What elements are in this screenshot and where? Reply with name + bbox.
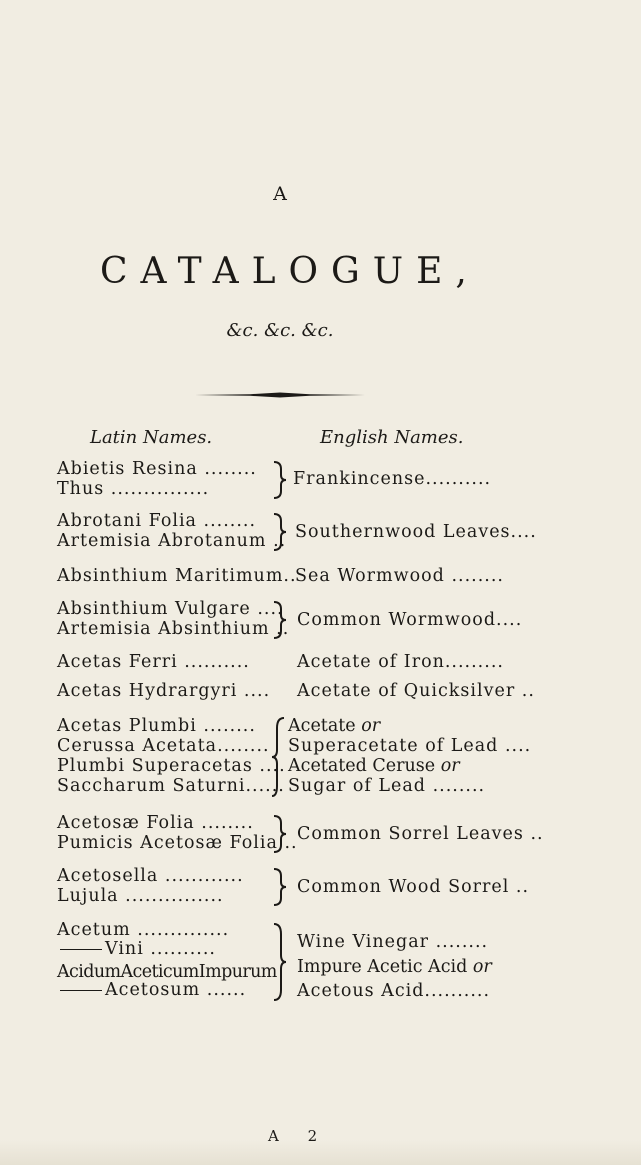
english-name: Sugar of Lead ........ [288, 776, 486, 796]
latin-name: Pumicis Acetosæ Folia .. [57, 833, 298, 853]
english-name: Acetate of Iron......... [297, 652, 504, 672]
english-names-heading: English Names. [320, 427, 464, 448]
right-brace [272, 922, 288, 1002]
latin-name: Absinthium Maritimum.. [57, 566, 297, 586]
right-brace [271, 814, 287, 854]
latin-name: Lujula ............... [57, 886, 224, 906]
catalogue-title: CATALOGUE, [100, 251, 480, 292]
ditto-dash [60, 990, 102, 991]
right-brace [271, 460, 287, 500]
latin-name: Vini .......... [105, 939, 216, 959]
right-brace [271, 867, 287, 907]
english-name: Southernwood Leaves.... [295, 522, 537, 542]
latin-name: Thus ............... [57, 479, 210, 499]
latin-name: Acetas Ferri .......... [57, 652, 250, 672]
english-name: Common Wood Sorrel .. [297, 877, 530, 897]
english-name: Wine Vinegar ........ [297, 932, 489, 952]
english-name: Acetated Ceruse or [288, 756, 460, 776]
latin-name: Acetosæ Folia ........ [57, 813, 254, 833]
english-name: Impure Acetic Acid or [297, 957, 492, 977]
latin-name: Abietis Resina ........ [57, 459, 257, 479]
latin-name: Abrotani Folia ........ [57, 511, 257, 531]
signature-mark: A 2 [268, 1127, 330, 1145]
ornamental-rule [195, 392, 365, 398]
latin-name: Acetosum ...... [105, 980, 247, 1000]
right-brace [271, 512, 287, 552]
english-name: Acetate of Quicksilver .. [297, 681, 535, 701]
latin-name: Absinthium Vulgare .... [57, 599, 284, 619]
latin-name: Plumbi Superacetas .... [57, 756, 286, 776]
latin-name: Cerussa Acetata........ [57, 736, 270, 756]
left-brace [270, 716, 286, 798]
latin-name: Artemisia Absinthium .. [57, 619, 290, 639]
header-letter: A [273, 183, 287, 205]
latin-name: Acetosella ............ [57, 866, 244, 886]
latin-name: Saccharum Saturni...... [57, 776, 285, 796]
latin-name: Acetas Hydrargyri .... [57, 681, 271, 701]
english-name: Acetate or [288, 716, 381, 736]
ditto-dash [60, 949, 102, 950]
right-brace [271, 600, 287, 640]
english-name: Common Wormwood.... [297, 610, 523, 630]
english-name: Sea Wormwood ........ [295, 566, 504, 586]
english-name: Acetous Acid.......... [297, 981, 491, 1001]
english-name: Frankincense.......... [293, 469, 492, 489]
english-name: Superacetate of Lead .... [288, 736, 532, 756]
latin-name: Artemisia Abrotanum .. [57, 531, 287, 551]
latin-names-heading: Latin Names. [90, 427, 213, 448]
latin-name: Acetum .............. [57, 920, 230, 940]
latin-name: AcidumAceticumImpurum [57, 962, 277, 982]
header-etc: &c. &c. &c. [226, 320, 334, 341]
latin-name: Acetas Plumbi ........ [57, 716, 256, 736]
english-name: Common Sorrel Leaves .. [297, 824, 544, 844]
